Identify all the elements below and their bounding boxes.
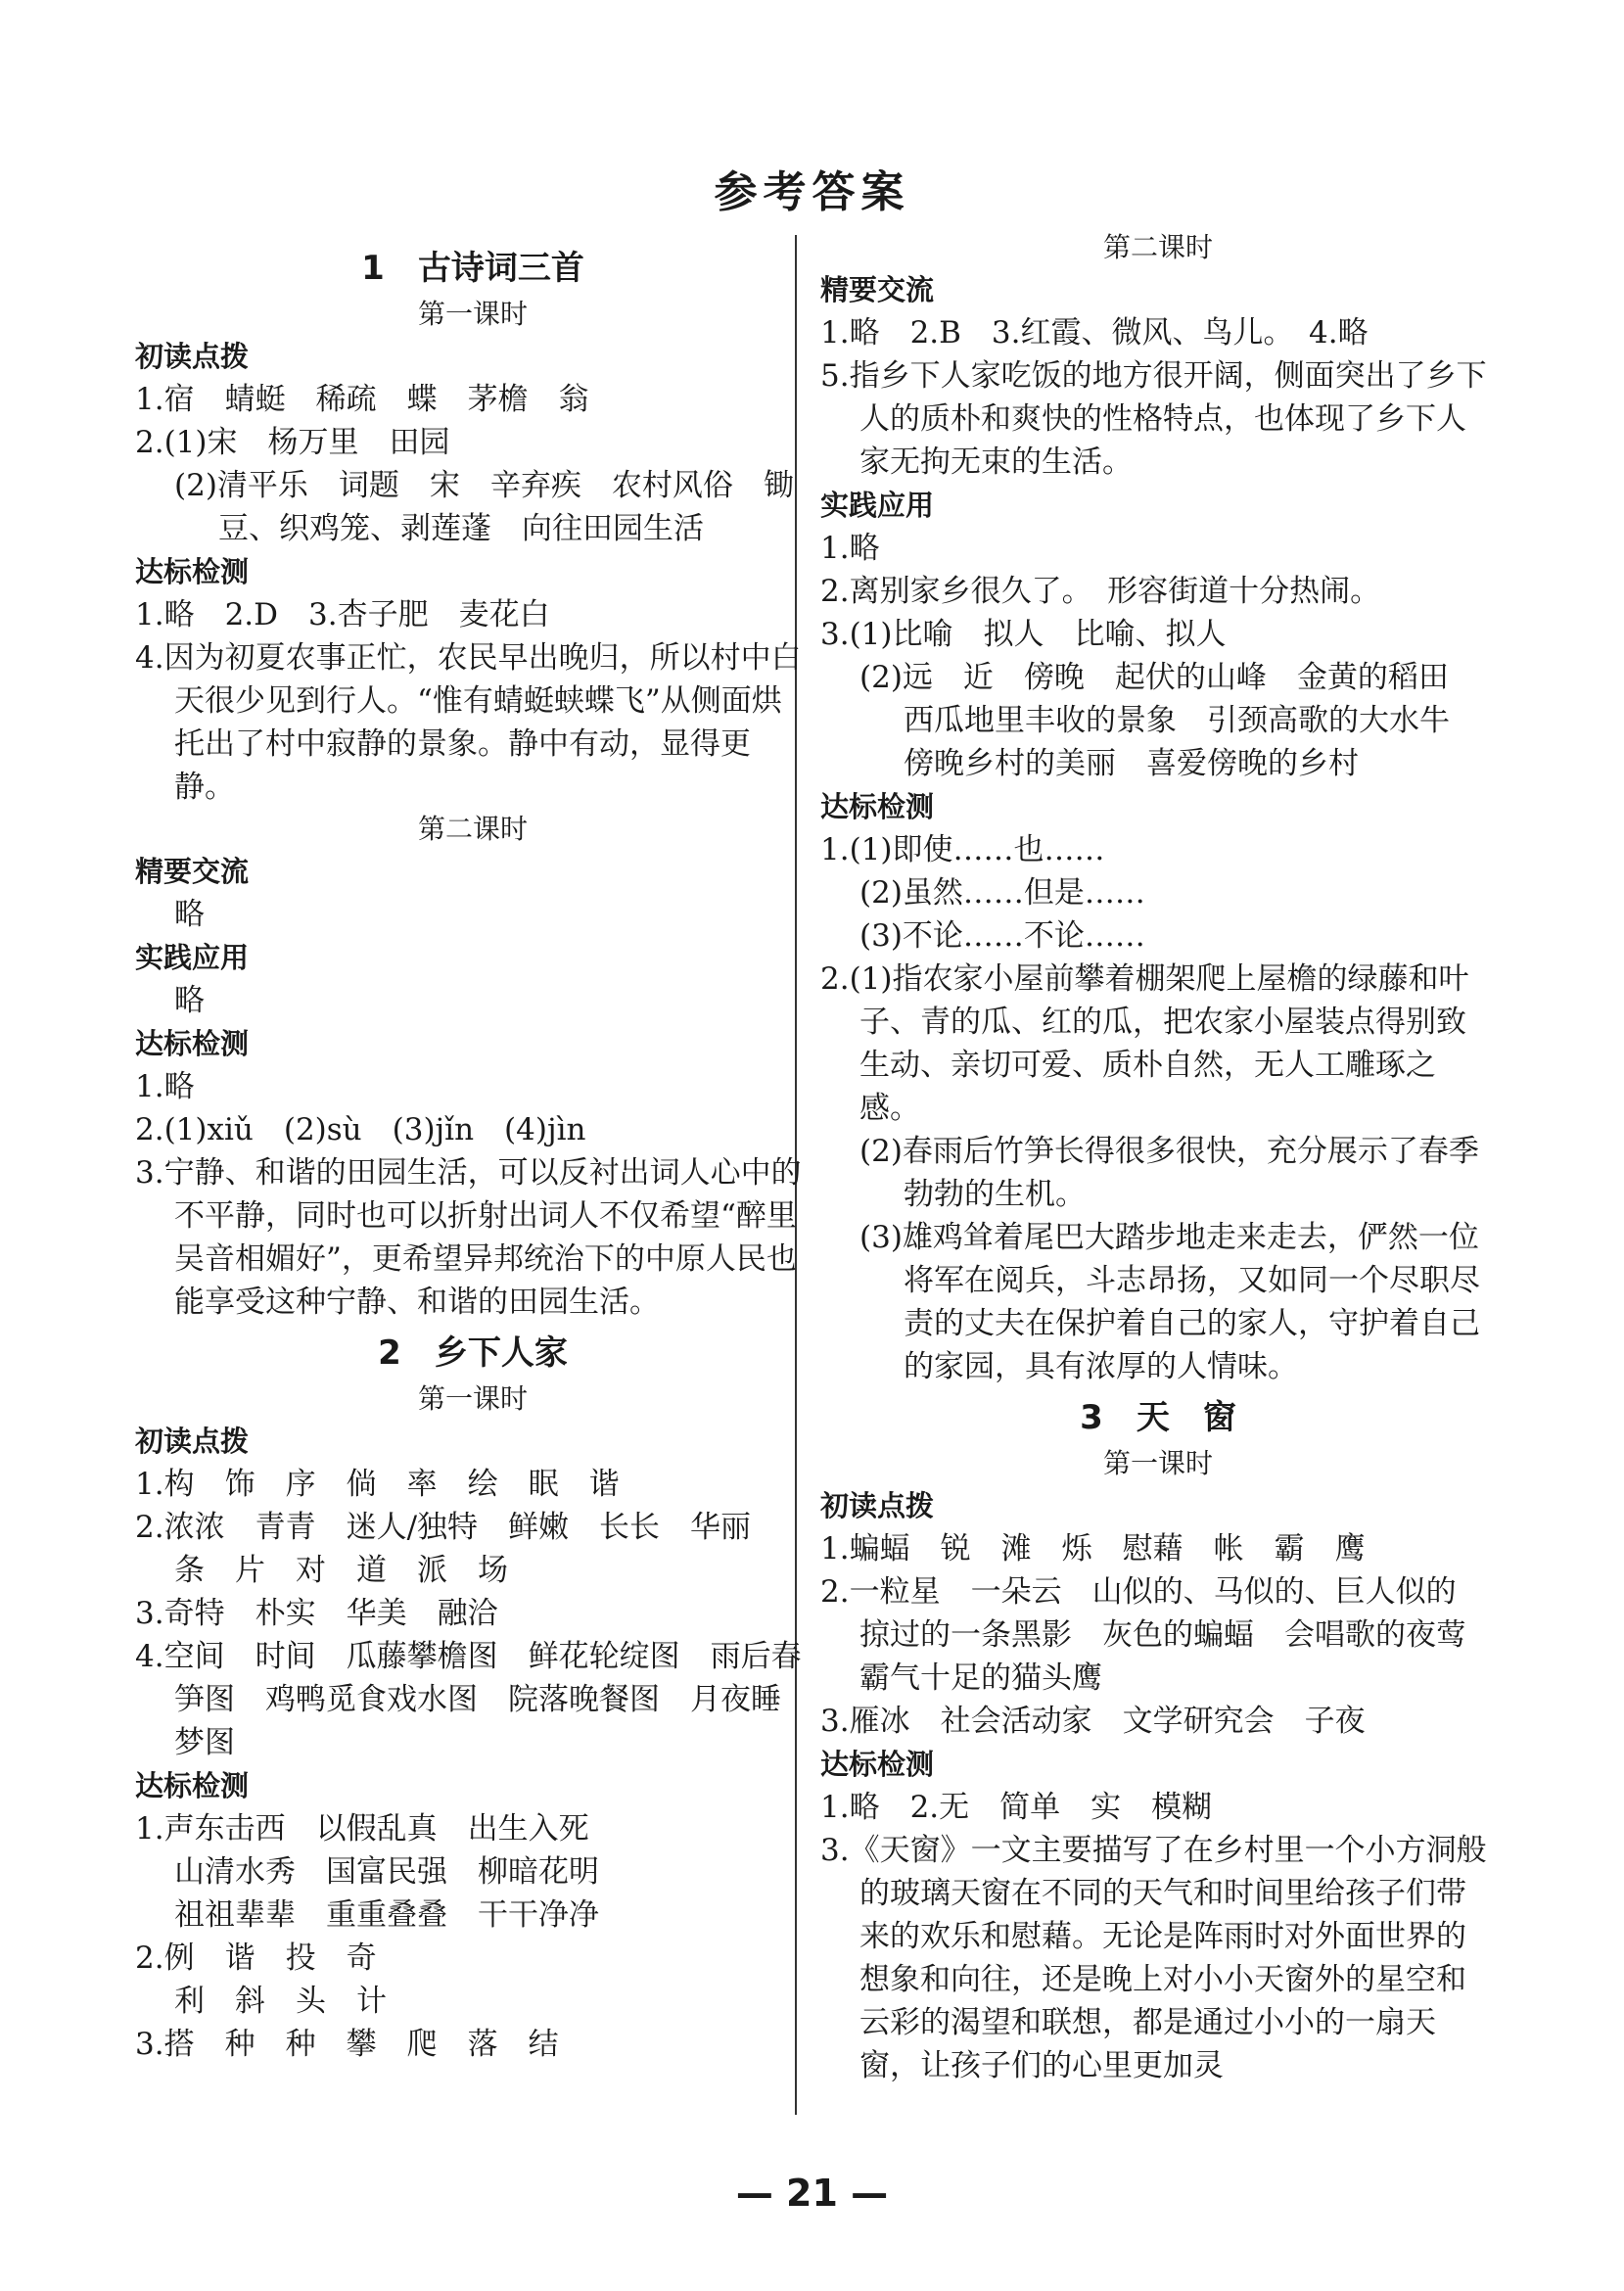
answer-line: 1.略 2.无 简单 实 模糊 [820,1790,1213,1825]
lesson-3-title: 3 天 窗 [1080,1398,1236,1437]
answer-line: 3.奇特 朴实 华美 融洽 [135,1596,498,1631]
answer-line: 3.搭 种 种 攀 爬 落 结 [135,2027,559,2062]
answer-line: (2)清平乐 词题 宋 辛弃疾 农村风俗 锄豆、织鸡笼、剥莲蓬 向往田园生活 [174,468,794,546]
answer-line: 1.略 [135,1069,195,1104]
answer-line: 2.离别家乡很久了。 形容街道十分热闹。 [820,574,1381,609]
answer-line: (2)远 近 傍晚 起伏的山峰 金黄的稻田 西瓜地里丰收的景象 引颈高歌的大水牛 傍晚乡村的美丽 喜爱傍晚的乡村 [859,660,1480,781]
answer-line: (2)虽然……但是…… [859,875,1145,911]
answer-line: 3.《天窗》一文主要描写了在乡村里一个小方洞般的玻璃天窗在不同的天气和时间里给孩子们带来的欢乐和慰藉。无论是阵雨时对外面世界的想象和向往，还是晚上对小小天窗外的星空和云彩的渴望和联想，都是通过小小的一扇天窗，让孩子们的心里更加灵 [820,1833,1487,2083]
answer-line: 1.略 [820,531,880,566]
period-heading: 第一课时 [417,298,528,330]
section-heading: 达标检测 [820,790,935,823]
answer-line: 2.(1)xiǔ (2)sù (3)jǐn (4)jìn [135,1112,586,1147]
answer-line: (3)雄鸡耸着尾巴大踏步地走来走去，俨然一位将军在阅兵，斗志昂扬，又如同一个尽职尽责的丈夫在保护着自己的家人，守护着自己的家园，具有浓厚的人情味。 [859,1220,1480,1384]
answer-line: 祖祖辈辈 重重叠叠 干干净净 [174,1897,599,1933]
section-heading: 达标检测 [135,1027,250,1060]
answer-line: 4.因为初夏农事正忙，农民早出晚归，所以村中白天很少见到行人。“惟有蜻蜓蛱蝶飞”从侧面烘托出了村中寂静的景象。静中有动，显得更静。 [135,640,802,805]
answer-line: 略 [174,897,205,932]
lesson-1-title: 1 古诗词三首 [361,249,584,288]
answer-line: 2.(1)指农家小屋前攀着棚架爬上屋檐的绿藤和叶子、青的瓜、红的瓜，把农家小屋装点得别致生动、亲切可爱、质朴自然，无人工雕琢之感。 [820,961,1469,1126]
section-heading: 达标检测 [820,1748,935,1781]
lesson-2-title: 2 乡下人家 [378,1333,568,1373]
answer-line: 3.(1)比喻 拟人 比喻、拟人 [820,617,1227,652]
answer-line: (2)春雨后竹笋长得很多很快，充分展示了春季勃勃的生机。 [859,1134,1479,1212]
answer-line: 4.空间 时间 瓜藤攀檐图 鲜花轮绽图 雨后春笋图 鸡鸭觅食戏水图 院落晚餐图 月夜睡梦图 [135,1639,802,1760]
section-heading: 初读点拨 [820,1489,935,1522]
page-title: 参考答案 [714,167,910,217]
answer-line: 1.略 2.D 3.杏子肥 麦花白 [135,597,550,632]
answer-line: 3.宁静、和谐的田园生活，可以反衬出词人心中的不平静，同时也可以折射出词人不仅希望“醉里吴音相媚好”，更希望异邦统治下的中原人民也能享受这种宁静、和谐的田园生活。 [135,1155,802,1320]
answer-line: 1.声东击西 以假乱真 出生入死 [135,1811,589,1847]
answer-line: 山清水秀 国富民强 柳暗花明 [174,1854,599,1890]
period-heading: 第一课时 [1102,1447,1213,1479]
left-column [135,239,811,2066]
answer-line: 3.雁冰 社会活动家 文学研究会 子夜 [820,1704,1366,1739]
period-heading: 第一课时 [417,1382,528,1415]
answer-line: 1.构 饰 序 倘 率 绘 眠 谐 [135,1467,620,1502]
answer-line: 略 [174,983,205,1018]
section-heading: 精要交流 [135,855,250,888]
answer-line: 2.浓浓 青青 迷人/独特 鲜嫩 长长 华丽 条 片 对 道 派 场 [135,1510,782,1588]
answer-line: 1.略 2.B 3.红霞、微风、鸟儿。 4.略 [820,315,1369,351]
answer-line: 1.宿 蜻蜓 稀疏 蝶 茅檐 翁 [135,382,589,417]
period-heading: 第二课时 [1102,231,1213,263]
answer-line: 2.(1)宋 杨万里 田园 [135,425,450,460]
section-heading: 实践应用 [820,489,935,522]
section-heading: 精要交流 [820,273,935,306]
answer-line: 5.指乡下人家吃饭的地方很开阔，侧面突出了乡下人的质朴和爽快的性格特点，也体现了乡下人家无拘无束的生活。 [820,358,1487,480]
period-heading: 第二课时 [417,813,528,845]
section-heading: 初读点拨 [135,1425,250,1458]
answer-line: (3)不论……不论…… [859,918,1145,954]
answer-line: 1.蝙蝠 锐 滩 烁 慰藉 帐 霸 鹰 [820,1531,1366,1566]
section-heading: 实践应用 [135,941,250,974]
page-number: — 21 — [735,2172,889,2215]
section-heading: 达标检测 [135,555,250,588]
section-heading: 达标检测 [135,1769,250,1802]
right-column [820,227,1496,2087]
section-heading: 初读点拨 [135,340,250,373]
answer-line: 2.一粒星 一朵云 山似的、马似的、巨人似的 掠过的一条黑影 灰色的蝙蝠 会唱歌的夜莺 霸气十足的猫头鹰 [820,1574,1497,1696]
answer-line: 利 斜 头 计 [174,1984,387,2019]
answer-line: 2.例 谐 投 奇 [135,1940,377,1976]
answer-line: 1.(1)即使……也…… [820,832,1105,867]
